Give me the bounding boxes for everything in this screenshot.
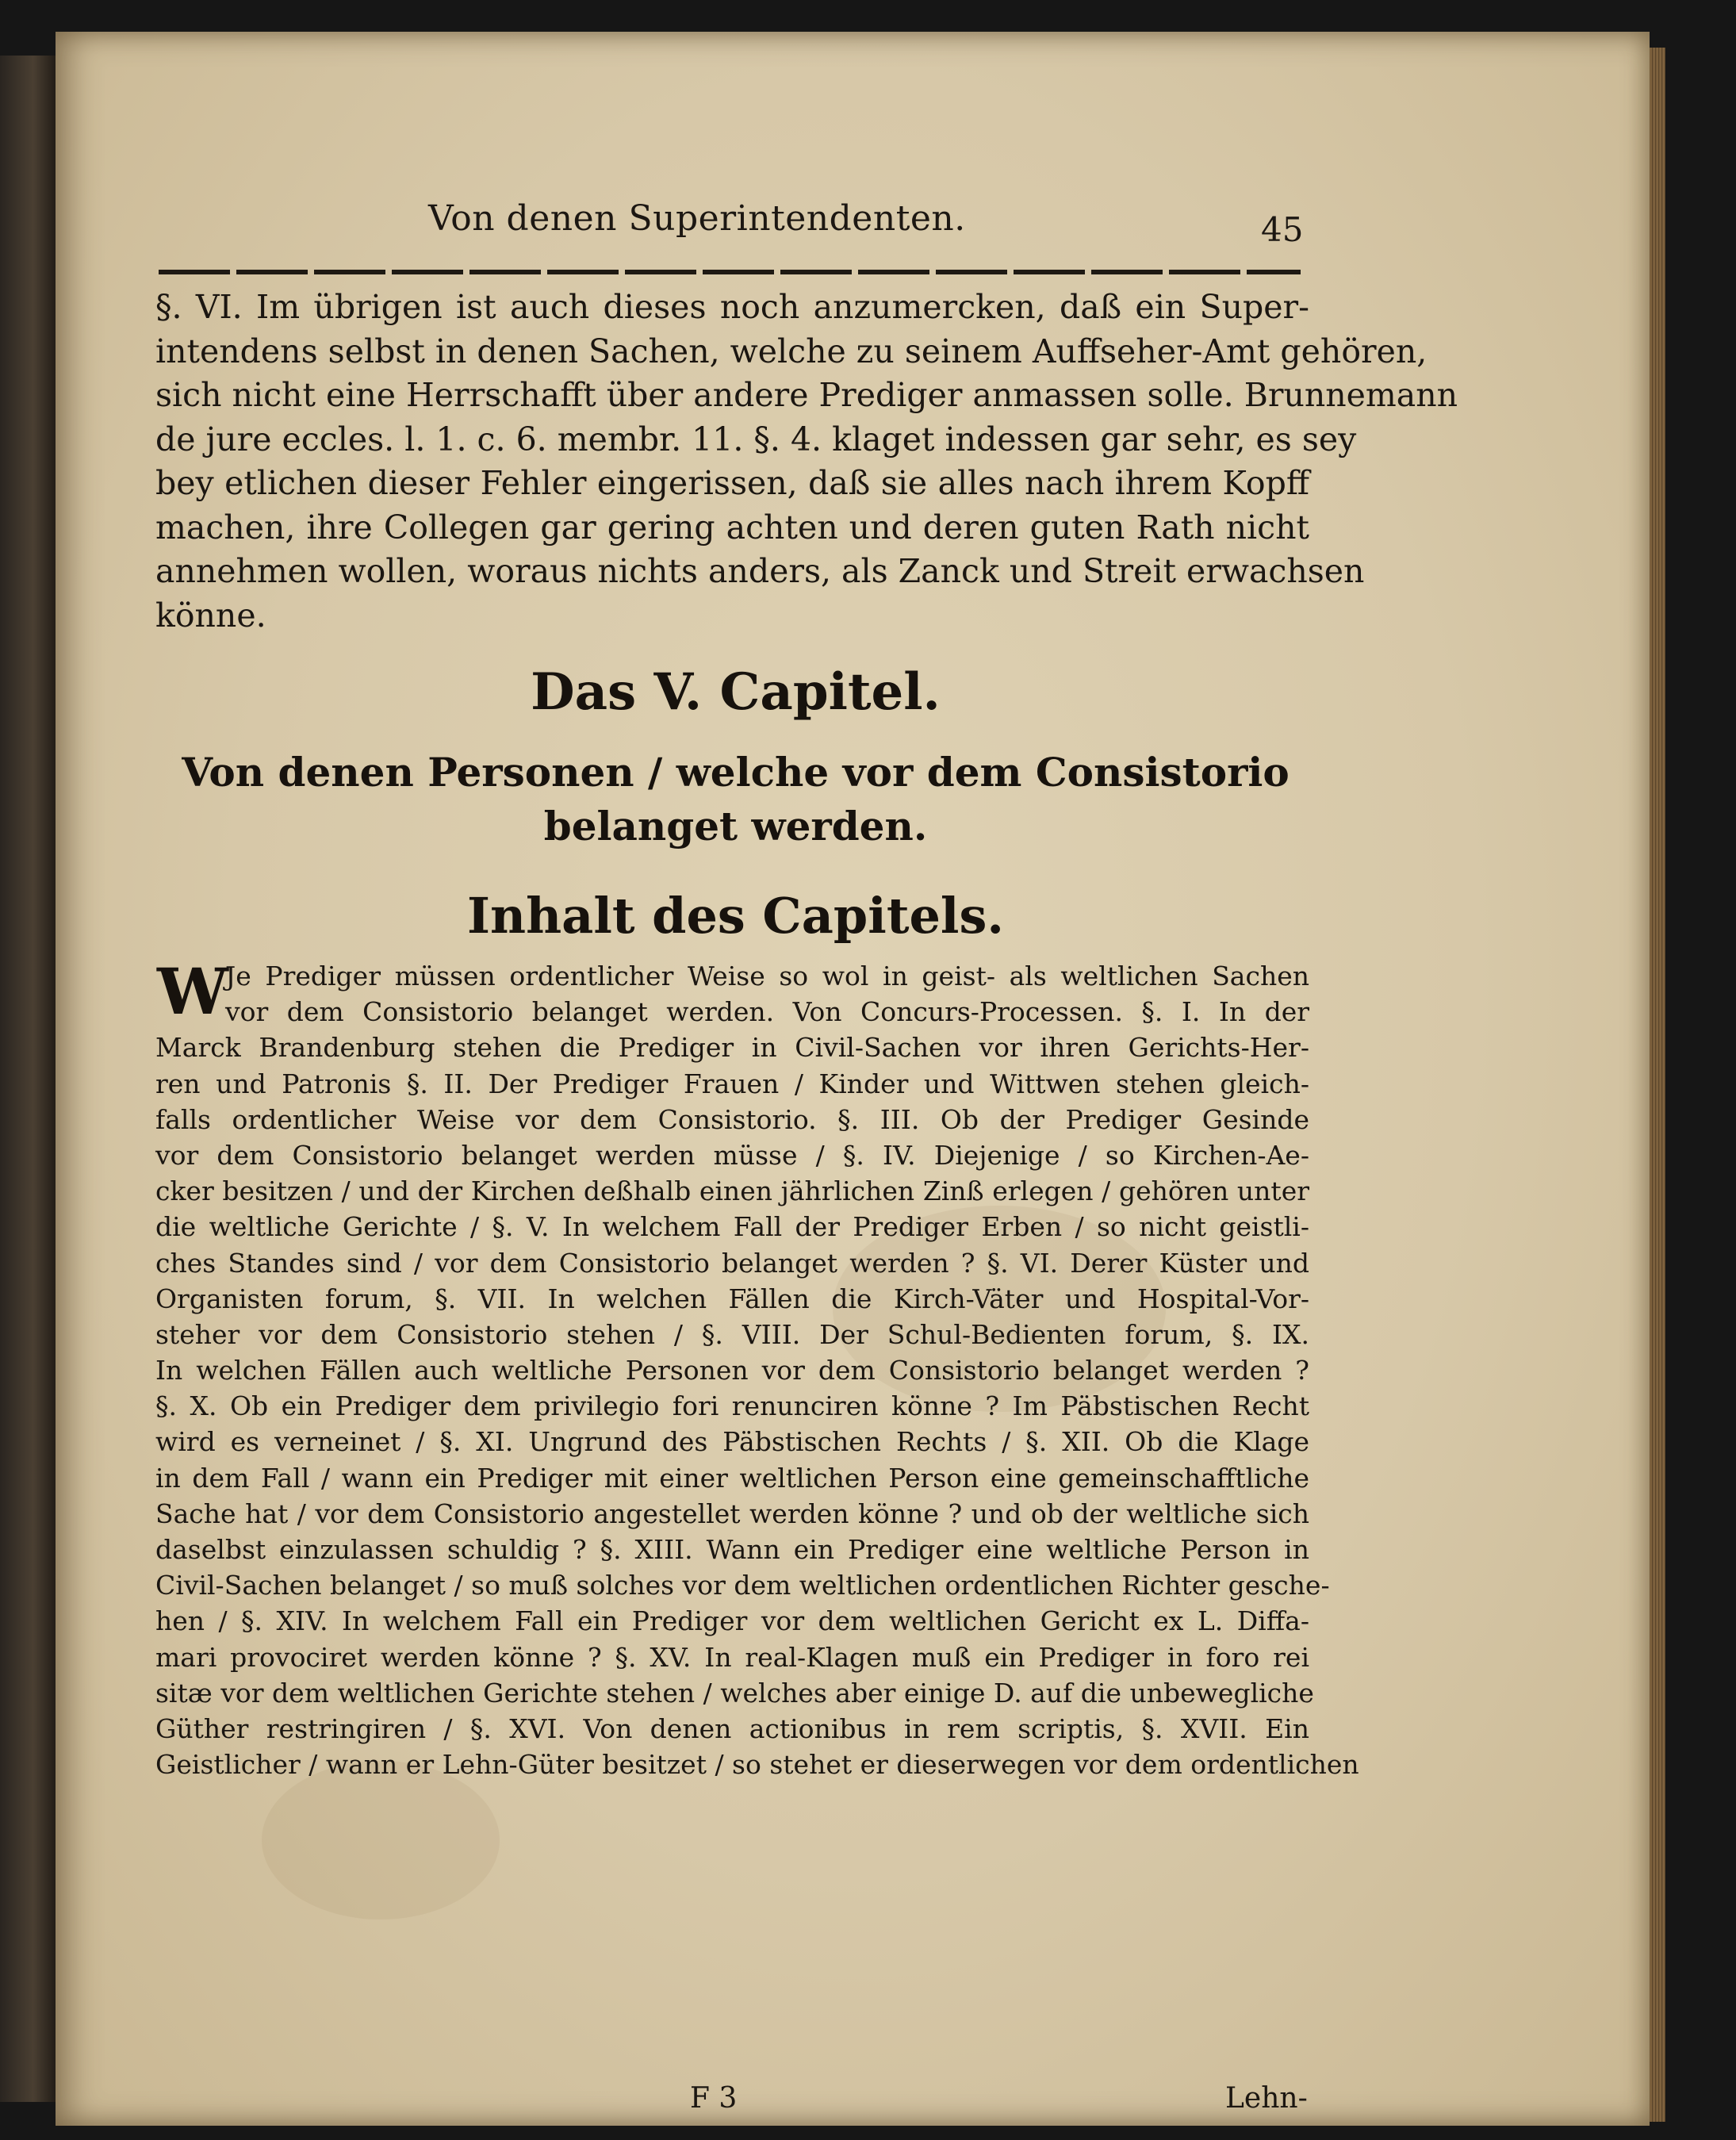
summary-line: wird es verneinet / §. XI. Ungrund des Päbstischen Rechts / §. XII. Ob die Klage <box>155 1426 1309 1458</box>
summary-line: vor dem Consistorio belanget werden müsse / §. IV. Diejenige / so Kirchen-Ae- <box>155 1139 1309 1171</box>
summary-line: Sache hat / vor dem Consistorio angestellet werden könne ? und ob der weltliche sich <box>155 1498 1309 1529</box>
summary-line: Güther restringiren / §. XVI. Von denen actionibus in rem scriptis, §. XVII. Ein <box>155 1712 1309 1744</box>
chapter-summary <box>155 954 1359 1782</box>
summary-line: Marck Brandenburg stehen die Prediger in Civil-Sachen vor ihren Gerichts-Her- <box>155 1032 1309 1064</box>
summary-line: vor dem Consistorio belanget werden. Von Concurs-Processen. §. I. In der <box>225 996 1309 1028</box>
header-rule <box>159 270 1301 274</box>
summary-line: Organisten forum, §. VII. In welchen Fällen die Kirch-Väter und Hospital-Vor- <box>155 1283 1309 1314</box>
summary-line: Civil-Sachen belanget / so muß solches vor dem weltlichen ordentlichen Richter gesche- <box>155 1570 1330 1601</box>
summary-line: In welchen Fällen auch weltliche Personen vor dem Consistorio belanget werden ? <box>155 1355 1309 1386</box>
contents-heading: Inhalt des Capitels. <box>467 887 1004 945</box>
text-line: intendens selbst in denen Sachen, welche zu seinem Auffseher-Amt gehören, <box>155 332 1428 370</box>
summary-line: cker besitzen / und der Kirchen deßhalb einen jährlichen Zinß erlegen / gehören unter <box>155 1175 1309 1207</box>
chapter-subtitle-line: Von denen Personen / welche vor dem Consistorio <box>182 749 1290 796</box>
summary-line: ren und Patronis §. II. Der Prediger Frauen / Kinder und Wittwen stehen gleich- <box>155 1068 1309 1099</box>
summary-line: mari provociret werden könne ? §. XV. In real-Klagen muß ein Prediger in foro rei <box>155 1641 1309 1673</box>
text-line: annehmen wollen, woraus nichts anders, als Zanck und Streit erwachsen <box>155 552 1365 590</box>
summary-line: sitæ vor dem weltlichen Gerichte stehen / welches aber einige D. auf die unbewegliche <box>155 1677 1314 1709</box>
chapter-title: Das V. Capitel. <box>531 662 941 722</box>
text-line: §. VI. Im übrigen ist auch dieses noch anzumercken, daß ein Super- <box>155 288 1309 326</box>
summary-line: Je Prediger müssen ordentlicher Weise so wol in geist- als weltlichen Sachen <box>225 961 1309 991</box>
paper-stain <box>262 1761 500 1919</box>
summary-line: Geistlicher / wann er Lehn-Güter besitzet / so stehet er dieserwegen vor dem ordentlichen <box>155 1749 1359 1781</box>
summary-line: §. X. Ob ein Prediger dem privilegio fori renunciren könne ? Im Päbstischen Recht <box>155 1390 1309 1422</box>
summary-line: falls ordentlicher Weise vor dem Consistorio. §. III. Ob der Prediger Gesinde <box>155 1103 1309 1135</box>
text-line: sich nicht eine Herrschafft über andere Prediger anmassen solle. Brunnemann <box>155 376 1458 414</box>
chapter-subtitle-line: belanget werden. <box>543 803 928 849</box>
catchword: Lehn- <box>1225 2082 1308 2115</box>
summary-line: daselbst einzulassen schuldig ? §. XIII. Wann ein Prediger eine weltliche Person in <box>155 1534 1309 1565</box>
summary-line: hen / §. XIV. In welchem Fall ein Prediger vor dem weltlichen Gericht ex L. Diffa- <box>155 1605 1309 1637</box>
chapter-subtitle <box>159 746 1313 853</box>
drop-cap-initial: W <box>157 954 228 1029</box>
signature-mark: F 3 <box>690 2082 738 2115</box>
summary-line: in dem Fall / wann ein Prediger mit einer weltlichen Person eine gemeinschafftliche <box>155 1462 1309 1494</box>
text-line: bey etlichen dieser Fehler eingerissen, daß sie alles nach ihrem Kopff <box>155 464 1309 502</box>
page-number: 45 <box>1261 210 1304 249</box>
paragraph-section-6 <box>155 286 1458 638</box>
summary-line: ches Standes sind / vor dem Consistorio belanget werden ? §. VI. Derer Küster und <box>155 1247 1309 1279</box>
text-line: machen, ihre Collegen gar gering achten und deren guten Rath nicht <box>155 508 1309 547</box>
text-line: könne. <box>155 596 266 635</box>
summary-line: steher vor dem Consistorio stehen / §. VIII. Der Schul-Bedienten forum, §. IX. <box>155 1318 1309 1350</box>
summary-line: die weltliche Gerichte / §. V. In welchem Fall der Prediger Erben / so nicht geistli- <box>155 1211 1309 1243</box>
facing-page-edge <box>0 56 56 2102</box>
text-line: de jure eccles. l. 1. c. 6. membr. 11. §. 4. klaget indessen gar sehr, es sey <box>155 420 1357 458</box>
running-head-title: Von denen Superintendenten. <box>428 198 966 239</box>
